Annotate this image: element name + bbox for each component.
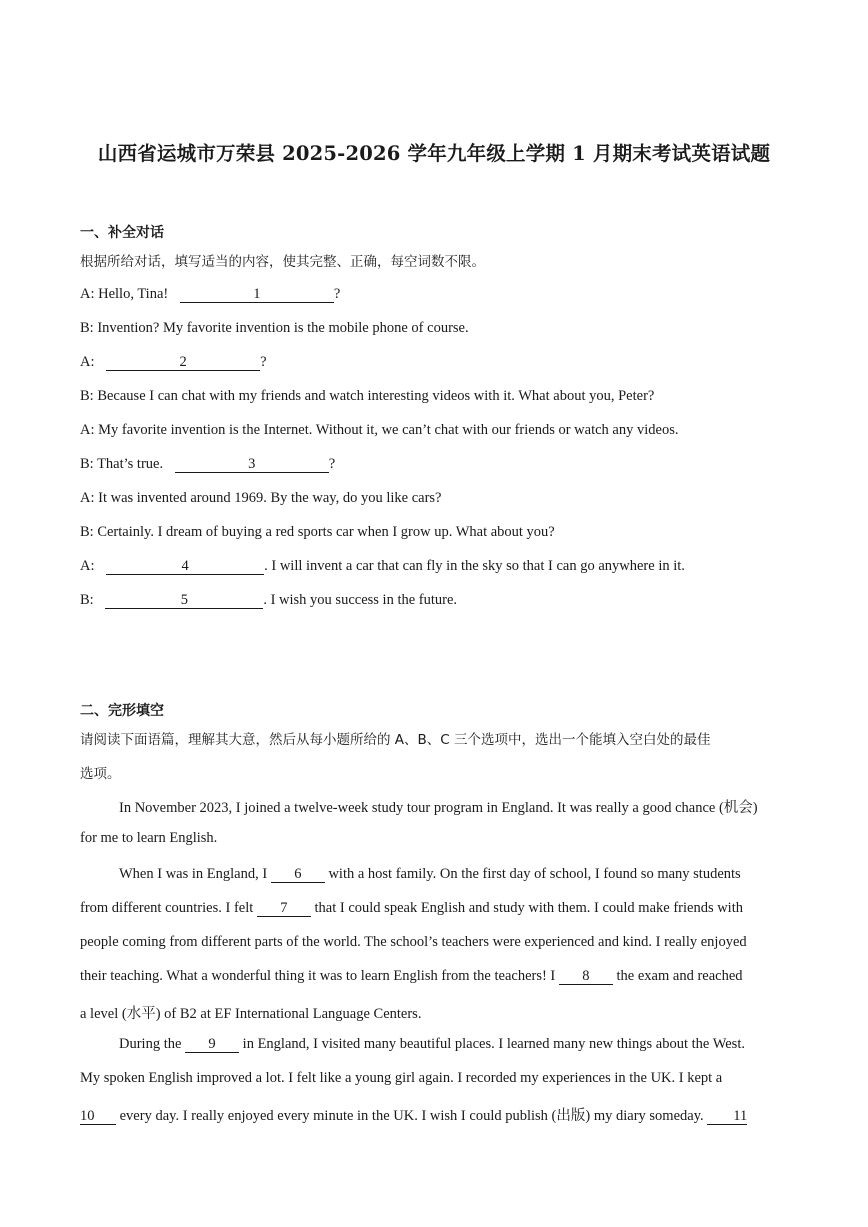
answer-blank[interactable]: 1 [180, 287, 334, 303]
page-title: 山西省运城市万荣县 2025-2026 学年九年级上学期 1 月期末考试英语试题 [97, 142, 771, 165]
passage-text: During the [119, 1036, 186, 1052]
dialog-text: . I will invent a car that can fly in the sky so that I can go anywhere in it. [264, 558, 685, 574]
passage-line [80, 900, 743, 917]
passage-line [80, 968, 743, 985]
dialog-line [80, 558, 685, 575]
dialog-line [80, 286, 340, 303]
section1-heading: 一、补全对话 [80, 225, 164, 241]
dialog-text: ? [333, 286, 341, 302]
dialog-line [80, 592, 457, 609]
passage-text: the exam and reached [612, 968, 743, 984]
section2-instruction: 请阅读下面语篇，理解其大意，然后从每小题所给的 A、B、C 三个选项中，选出一个能填入空白处的最佳 [80, 732, 711, 748]
passage-text: with a host family. On the first day of school, I found so many students [324, 866, 741, 882]
passage-line: for me to learn English. [80, 830, 218, 846]
answer-blank[interactable]: 11 [707, 1109, 747, 1125]
passage-line [119, 866, 741, 883]
passage-text: from different countries. I felt [80, 900, 257, 916]
passage-line: a level (水平) of B2 at EF International Language Centers. [80, 1006, 422, 1022]
dialog-text: ? [260, 354, 267, 370]
answer-blank[interactable]: 6 [271, 867, 325, 883]
dialog-text: B: That’s true. [80, 456, 167, 472]
passage-line: In November 2023, I joined a twelve-week study tour program in England. It was really a good chance (机会) [119, 800, 758, 816]
answer-blank[interactable]: 9 [185, 1037, 239, 1053]
answer-blank[interactable]: 5 [105, 593, 263, 609]
dialog-line [80, 354, 267, 371]
dialog-line: A: It was invented around 1969. By the way, do you like cars? [80, 490, 442, 506]
dialog-line: A: My favorite invention is the Internet. Without it, we can’t chat with our friends or watch any videos. [80, 422, 679, 438]
dialog-line: B: Because I can chat with my friends and watch interesting videos with it. What about you, Peter? [80, 388, 655, 404]
answer-blank[interactable]: 10 [80, 1109, 116, 1125]
dialog-text: B: [80, 592, 98, 608]
section2-heading: 二、完形填空 [80, 703, 164, 719]
answer-blank[interactable]: 7 [257, 901, 311, 917]
answer-blank[interactable]: 4 [106, 559, 264, 575]
passage-text: that I could speak English and study with them. I could make friends with [310, 900, 743, 916]
passage-text: every day. I really enjoyed every minute in the UK. I wish I could publish (出版) my diary someday. [116, 1108, 708, 1124]
passage-text: their teaching. What a wonderful thing it was to learn English from the teachers! I [80, 968, 559, 984]
dialog-line [80, 456, 335, 473]
section1-instruction: 根据所给对话，填写适当的内容，使其完整、正确，每空词数不限。 [80, 254, 485, 270]
passage-line [119, 1036, 745, 1053]
dialog-text: A: [80, 354, 99, 370]
passage-text: When I was in England, I [119, 866, 271, 882]
dialog-line: B: Certainly. I dream of buying a red sports car when I grow up. What about you? [80, 524, 555, 540]
dialog-text: . I wish you success in the future. [263, 592, 458, 608]
passage-line: My spoken English improved a lot. I felt like a young girl again. I recorded my experiences in the UK. I kept a [80, 1070, 723, 1086]
dialog-text: A: [80, 558, 99, 574]
answer-blank[interactable]: 3 [175, 457, 329, 473]
dialog-text: ? [328, 456, 336, 472]
answer-blank[interactable]: 8 [559, 969, 613, 985]
passage-line [80, 1104, 747, 1125]
section2-instruction: 选项。 [80, 766, 121, 782]
answer-blank[interactable]: 2 [106, 355, 260, 371]
passage-line: people coming from different parts of the world. The school’s teachers were experienced and kind. I really enjoyed [80, 934, 747, 950]
dialog-text: A: Hello, Tina! [80, 286, 172, 302]
passage-text: in England, I visited many beautiful places. I learned many new things about the West. [239, 1036, 745, 1052]
dialog-line: B: Invention? My favorite invention is the mobile phone of course. [80, 320, 469, 336]
